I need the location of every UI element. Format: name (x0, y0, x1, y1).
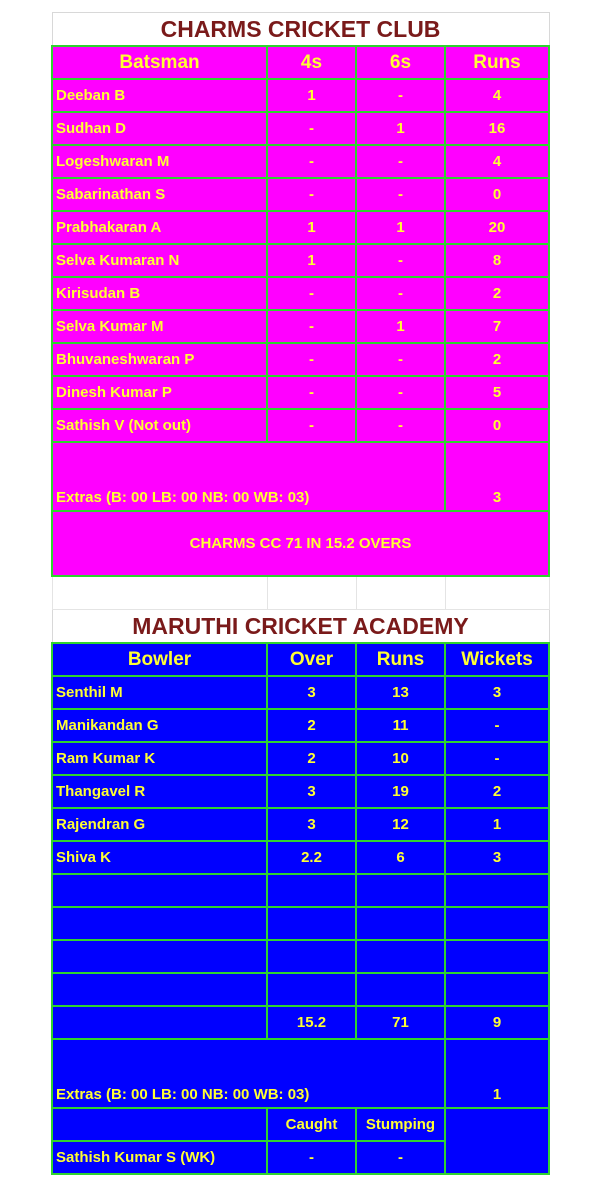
batsman-fours: - (267, 277, 356, 310)
batting-extras-runs: 3 (445, 442, 549, 511)
batsman-name: Sudhan D (52, 112, 267, 145)
batsman-fours: 1 (267, 79, 356, 112)
bowling-total-overs: 15.2 (267, 1006, 356, 1039)
batsman-name: Prabhakaran A (52, 211, 267, 244)
bowling-header-row (52, 643, 549, 676)
batsman-runs: 0 (445, 409, 549, 442)
bowling-empty-row (52, 874, 549, 907)
bowling-empty-row (52, 940, 549, 973)
bowler-name: Senthil M (52, 676, 267, 709)
bowling-header-bowler: Bowler (52, 643, 267, 676)
batsman-sixes: - (356, 79, 445, 112)
scorecard-table (51, 12, 550, 1175)
keeping-header-caught: Caught (267, 1108, 356, 1141)
batting-row (52, 343, 549, 376)
batsman-sixes: 1 (356, 310, 445, 343)
bowling-total-runs: 71 (356, 1006, 445, 1039)
batting-header-fours: 4s (267, 46, 356, 79)
bowling-row (52, 808, 549, 841)
batting-extras-row (52, 442, 549, 511)
batting-total-row (52, 511, 549, 576)
batsman-fours: - (267, 310, 356, 343)
batsman-runs: 8 (445, 244, 549, 277)
batting-header-sixes: 6s (356, 46, 445, 79)
keeping-header-stumping: Stumping (356, 1108, 445, 1141)
spacer-cell (445, 576, 549, 610)
batsman-name: Sathish V (Not out) (52, 409, 267, 442)
batting-header-runs: Runs (445, 46, 549, 79)
bowler-overs: 2 (267, 742, 356, 775)
batsman-sixes: - (356, 376, 445, 409)
keeping-blank-cell (445, 1108, 549, 1174)
empty-cell (267, 874, 356, 907)
empty-cell (356, 940, 445, 973)
batsman-sixes: 1 (356, 112, 445, 145)
batsman-sixes: - (356, 343, 445, 376)
empty-cell (52, 907, 267, 940)
bowling-team-title: MARUTHI CRICKET ACADEMY (52, 610, 549, 644)
bowler-overs: 3 (267, 808, 356, 841)
batsman-name: Sabarinathan S (52, 178, 267, 211)
bowler-wickets: 3 (445, 841, 549, 874)
batsman-runs: 4 (445, 79, 549, 112)
batsman-name: Logeshwaran M (52, 145, 267, 178)
batsman-fours: - (267, 409, 356, 442)
batsman-fours: - (267, 376, 356, 409)
spacer-cell (267, 576, 356, 610)
empty-cell (267, 907, 356, 940)
bowler-overs: 3 (267, 676, 356, 709)
batting-row (52, 376, 549, 409)
batsman-fours: - (267, 343, 356, 376)
bowling-row (52, 775, 549, 808)
keeping-header-blank (52, 1108, 267, 1141)
bowling-header-overs: Over (267, 643, 356, 676)
batting-row (52, 178, 549, 211)
bowler-wickets: 3 (445, 676, 549, 709)
bowler-overs: 2.2 (267, 841, 356, 874)
empty-cell (445, 973, 549, 1006)
empty-cell (356, 973, 445, 1006)
bowling-empty-row (52, 907, 549, 940)
bowler-runs: 11 (356, 709, 445, 742)
batsman-name: Bhuvaneshwaran P (52, 343, 267, 376)
bowling-header-wickets: Wickets (445, 643, 549, 676)
batting-row (52, 310, 549, 343)
empty-cell (356, 907, 445, 940)
scorecard-sheet (51, 12, 548, 1175)
empty-cell (445, 940, 549, 973)
spacer-row (52, 576, 549, 610)
batsman-fours: - (267, 112, 356, 145)
batsman-runs: 7 (445, 310, 549, 343)
batsman-runs: 16 (445, 112, 549, 145)
batting-row (52, 211, 549, 244)
batsman-name: Selva Kumar M (52, 310, 267, 343)
keeper-name: Sathish Kumar S (WK) (52, 1141, 267, 1174)
batting-header-row (52, 46, 549, 79)
keeping-header-row (52, 1108, 549, 1141)
spacer-cell (356, 576, 445, 610)
bowler-name: Rajendran G (52, 808, 267, 841)
bowling-empty-row (52, 973, 549, 1006)
batsman-sixes: 1 (356, 211, 445, 244)
batsman-name: Selva Kumaran N (52, 244, 267, 277)
batsman-runs: 2 (445, 277, 549, 310)
batsman-runs: 4 (445, 145, 549, 178)
batting-row (52, 79, 549, 112)
bowling-totals-row (52, 1006, 549, 1039)
bowler-overs: 2 (267, 709, 356, 742)
batsman-fours: 1 (267, 244, 356, 277)
empty-cell (52, 973, 267, 1006)
batsman-runs: 2 (445, 343, 549, 376)
batsman-sixes: - (356, 277, 445, 310)
bowler-name: Thangavel R (52, 775, 267, 808)
batting-total-text: CHARMS CC 71 IN 15.2 OVERS (52, 511, 549, 576)
batsman-sixes: - (356, 178, 445, 211)
batsman-sixes: - (356, 244, 445, 277)
batsman-runs: 0 (445, 178, 549, 211)
bowling-header-runs: Runs (356, 643, 445, 676)
bowler-wickets: - (445, 709, 549, 742)
batsman-name: Deeban B (52, 79, 267, 112)
empty-cell (356, 874, 445, 907)
batting-row (52, 277, 549, 310)
keeper-caught: - (267, 1141, 356, 1174)
bowling-row (52, 676, 549, 709)
batsman-fours: 1 (267, 211, 356, 244)
empty-cell (445, 874, 549, 907)
batsman-fours: - (267, 145, 356, 178)
empty-cell (445, 907, 549, 940)
bowling-totals-blank (52, 1006, 267, 1039)
bowling-extras-label: Extras (B: 00 LB: 00 NB: 00 WB: 03) (52, 1039, 445, 1108)
bowling-team-title-row (52, 610, 549, 644)
batsman-runs: 20 (445, 211, 549, 244)
bowling-row (52, 709, 549, 742)
empty-cell (52, 874, 267, 907)
bowler-runs: 13 (356, 676, 445, 709)
bowling-extras-value: 1 (445, 1039, 549, 1108)
batsman-sixes: - (356, 409, 445, 442)
keeper-stumping: - (356, 1141, 445, 1174)
bowling-row (52, 742, 549, 775)
empty-cell (52, 940, 267, 973)
batting-row (52, 112, 549, 145)
bowling-total-wickets: 9 (445, 1006, 549, 1039)
batsman-name: Kirisudan B (52, 277, 267, 310)
empty-cell (267, 940, 356, 973)
bowling-extras-row (52, 1039, 549, 1108)
bowler-name: Ram Kumar K (52, 742, 267, 775)
batting-team-title: CHARMS CRICKET CLUB (52, 13, 549, 47)
batting-team-title-row (52, 13, 549, 47)
bowler-wickets: 2 (445, 775, 549, 808)
bowler-wickets: 1 (445, 808, 549, 841)
bowler-overs: 3 (267, 775, 356, 808)
bowler-wickets: - (445, 742, 549, 775)
empty-cell (267, 973, 356, 1006)
bowler-runs: 6 (356, 841, 445, 874)
batting-extras-label: Extras (B: 00 LB: 00 NB: 00 WB: 03) (52, 442, 445, 511)
batting-header-batsman: Batsman (52, 46, 267, 79)
batting-row (52, 145, 549, 178)
batsman-name: Dinesh Kumar P (52, 376, 267, 409)
spacer-cell (52, 576, 267, 610)
batsman-sixes: - (356, 145, 445, 178)
bowler-runs: 10 (356, 742, 445, 775)
batsman-fours: - (267, 178, 356, 211)
bowler-runs: 19 (356, 775, 445, 808)
batsman-runs: 5 (445, 376, 549, 409)
bowling-row (52, 841, 549, 874)
batting-row (52, 244, 549, 277)
bowler-runs: 12 (356, 808, 445, 841)
bowler-name: Shiva K (52, 841, 267, 874)
batting-row (52, 409, 549, 442)
bowler-name: Manikandan G (52, 709, 267, 742)
